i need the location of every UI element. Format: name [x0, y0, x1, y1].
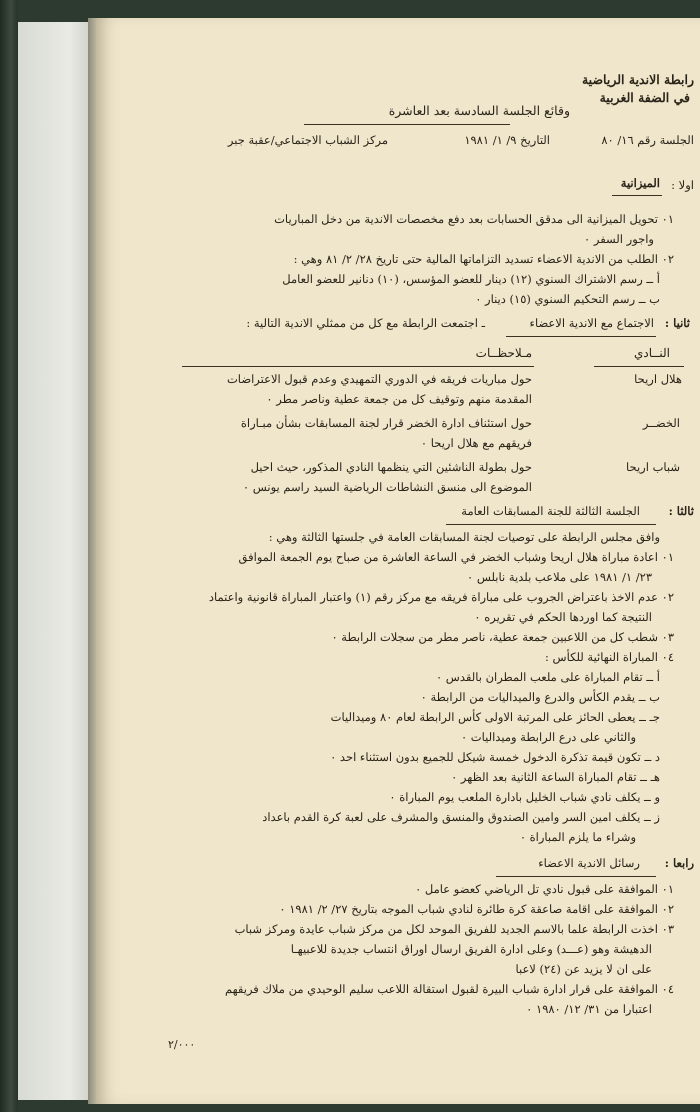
section-3-line-2: ٠١ اعادة مباراة هلال اريحا وشباب الخضر في الساعة العاشرة من صباح يوم الجمعة الموافق — [238, 550, 674, 564]
notes-row-2-line-1: حول استئناف ادارة الخضر قرار لجنة المسابقات بشأن مبـاراة — [240, 416, 532, 430]
section-2-title: الاجتماع مع الاندية الاعضاء — [529, 316, 654, 330]
notes-row-3-line-2: الموضوع الى منسق النشاطات الرياضية السيد راسم يونس ٠ — [242, 480, 532, 494]
session-venue: مركز الشباب الاجتماعي/عقبة جبر — [227, 133, 388, 147]
session-date: التاريخ ٩/ ١/ ١٩٨١ — [464, 133, 550, 147]
section-3-line-14: و ــ يكلف نادي شباب الخليل بادارة الملعب يوم المباراة ٠ — [389, 790, 660, 804]
section-3-line-7: ٠٤ المباراة النهائية للكأس : — [545, 650, 674, 664]
club-column-rule — [594, 366, 684, 367]
section-3-line-11: والثاني على درع الرابطة وميداليات ٠ — [460, 730, 636, 744]
section-3-line-4: ٠٢ عدم الاخذ باعتراض الجروب على مباراة فريقه مع مركز رقم (١) واعتبار المباراة قانونية واعتماد — [208, 590, 674, 604]
section-4-underline — [496, 876, 656, 877]
column-header-notes: مـلاحظــات — [475, 346, 532, 360]
section-3-line-1: وافق مجلس الرابطة على توصيات لجنة المسابقات العامة في جلستها الثالثة وهي : — [268, 530, 660, 544]
notes-row-2-line-2: فريقهم مع هلال اريحا ٠ — [420, 436, 532, 450]
section-3-line-15: ز ــ يكلف امين السر وامين الصندوق والمنسق والمشرف على لعبة كرة القدم باعداد — [262, 810, 660, 824]
section-1-title: الميزانية — [620, 176, 660, 190]
book-binding — [0, 0, 18, 1112]
section-3-number: ثالثا : — [668, 504, 694, 518]
session-number: الجلسة رقم ١٦/ ٨٠ — [601, 133, 694, 147]
notes-row-3-line-1: حول بطولة الناشئين التي ينظمها النادي المذكور، حيث احيل — [250, 460, 532, 474]
section-1-line-3: ٠٢ الطلب من الاندية الاعضاء تسديد التزاماتها المالية حتى تاريخ ٢٨/ ٢/ ٨١ وهي : — [293, 252, 674, 266]
club-row-2: الخضــر — [642, 416, 680, 430]
section-2-intro: ـ اجتمعت الرابطة مع كل من ممثلي الاندية التالية : — [246, 316, 485, 330]
section-4-title: رسائل الاندية الاعضاء — [538, 856, 640, 870]
section-1-number: اولا : — [671, 178, 694, 192]
section-4-line-7: اعتبارا من ٣١/ ١٢/ ١٩٨٠ ٠ — [526, 1002, 652, 1016]
section-4-line-4: الدهيشة وهو (عـــد) وعلى ادارة الفريق ارسال اوراق انتساب جديدة للاعبيهـا — [290, 942, 652, 956]
facing-page — [18, 22, 92, 1100]
section-3-line-6: ٠٣ شطب كل من اللاعبين جمعة عطية، ناصر مطر من سجلات الرابطة ٠ — [331, 630, 674, 644]
club-row-1: هلال اريحا — [634, 372, 682, 386]
section-1-line-1: ٠١ تحويل الميزانية الى مدقق الحسابات بعد دفع مخصصات الاندية من دخل المباريات — [274, 212, 674, 226]
section-4-line-3: ٠٣ اخذت الرابطة علما بالاسم الجديد للفريق الموحد لكل من مركز شباب عايدة ومركز شباب — [234, 922, 674, 936]
section-2-underline — [506, 336, 656, 337]
section-4-line-2: ٠٢ الموافقة على اقامة صاعقة كرة طائرة لنادي شباب الموجه بتاريخ ٢٧/ ٢/ ١٩٨١ ٠ — [279, 902, 674, 916]
section-3-line-16: وشراء ما يلزم المباراة ٠ — [519, 830, 636, 844]
section-3-line-10: جـ ــ يعطى الحائز على المرتبة الاولى كأس الرابطة لعام ٨٠ وميداليات — [330, 710, 660, 724]
section-3-line-9: ب ــ يقدم الكأس والدرع والميداليات من الرابطة ٠ — [420, 690, 660, 704]
document-page — [96, 18, 700, 1104]
org-line-2: في الضفة الغربية — [599, 90, 690, 105]
section-1-line-2: واجور السفر ٠ — [584, 232, 654, 246]
column-header-club: النــادي — [633, 346, 670, 360]
section-1-underline — [612, 195, 662, 196]
club-row-3: شباب اريحا — [626, 460, 680, 474]
title-underline — [304, 124, 510, 125]
section-4-line-5: على ان لا يزيد عن (٢٤) لاعبا — [515, 962, 652, 976]
section-3-line-8: أ ــ تقام المباراة على ملعب المطران بالقدس ٠ — [435, 670, 660, 684]
section-4-line-1: ٠١ الموافقة على قبول نادي تل الرياضي كعضو عامل ٠ — [415, 882, 674, 896]
org-line-1: رابطة الاندية الرياضية — [581, 72, 694, 87]
notes-column-rule — [182, 366, 534, 367]
notes-row-1-line-2: المقدمة منهم وتوقيف كل من جمعة عطية وناصر مطر ٠ — [266, 392, 532, 406]
section-3-line-3: ٢٣/ ١/ ١٩٨١ على ملاعب بلدية نابلس ٠ — [466, 570, 652, 584]
section-2-number-visible: ثانيا : — [664, 316, 690, 330]
section-3-line-13: هـ ــ تقام المباراة الساعة الثانية بعد الظهر ٠ — [451, 770, 660, 784]
section-3-underline — [446, 524, 656, 525]
section-4-number: رابعا : — [664, 856, 694, 870]
section-3-line-5: النتيجة كما اوردها الحكم في تقريره ٠ — [474, 610, 652, 624]
document-title: وقائع الجلسة السادسة بعد العاشرة — [388, 103, 570, 118]
section-1-line-4: أ ــ رسم الاشتراك السنوي (١٢) دينار للعضو المؤسس، (١٠) دنانير للعضو العامل — [282, 272, 660, 286]
section-4-line-6: ٠٤ الموافقة على قرار ادارة شباب البيرة لقبول استقالة اللاعب سليم الوحيدي من ملاك فريقهم — [224, 982, 674, 996]
section-3-title: الجلسة الثالثة للجنة المسابقات العامة — [461, 504, 640, 518]
page-number: ٢/٠٠٠ — [168, 1038, 196, 1051]
section-1-line-5: ب ــ رسم التحكيم السنوي (١٥) دينار ٠ — [475, 292, 660, 306]
notes-row-1-line-1: حول مباريات فريقه في الدوري التمهيدي وعدم قبول الاعتراضات — [226, 372, 532, 386]
section-3-line-12: د ــ تكون قيمة تذكرة الدخول خمسة شيكل للجميع بدون استثناء احد ٠ — [330, 750, 660, 764]
